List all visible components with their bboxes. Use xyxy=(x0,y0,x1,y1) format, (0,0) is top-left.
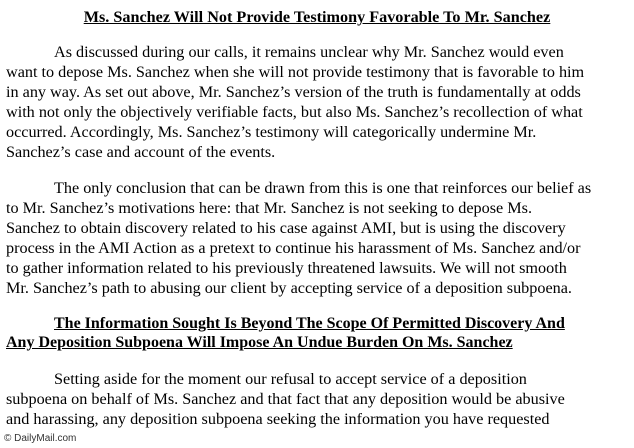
paragraph-line: with not only the objectively verifiable facts, but also Ms. Sanchez’s recollection of what xyxy=(6,103,583,121)
paragraph-line: As discussed during our calls, it remains unclear why Mr. Sanchez would even xyxy=(54,43,564,61)
paragraph-line: to gather information related to his previously threatened lawsuits. We will not smooth xyxy=(6,259,567,277)
paragraph-line: want to depose Ms. Sanchez when she will not provide testimony that is favorable to him xyxy=(6,63,585,81)
section-heading-testimony: Ms. Sanchez Will Not Provide Testimony Favorable To Mr. Sanchez xyxy=(83,8,551,26)
dailymail-watermark: © DailyMail.com xyxy=(4,433,77,444)
paragraph-line: subpoena on behalf of Ms. Sanchez and that fact that any deposition would be abusive xyxy=(6,390,565,408)
paragraph-line: Sanchez to obtain discovery related to his case against AMI, but is using the discovery xyxy=(6,219,566,237)
paragraph-line: process in the AMI Action as a pretext to continue his harassment of Ms. Sanchez and/or xyxy=(6,239,581,257)
paragraph-line: occurred. Accordingly, Ms. Sanchez’s testimony will categorically undermine Mr. xyxy=(6,123,537,141)
paragraph-line: and harassing, any deposition subpoena seeking the information you have requested xyxy=(6,410,550,428)
paragraph-line: in any way. As set out above, Mr. Sanchez’s version of the truth is fundamentally at odds xyxy=(6,83,581,101)
paragraph-line: to Mr. Sanchez’s motivations here: that Mr. Sanchez is not seeking to depose Ms. xyxy=(6,199,533,217)
paragraph-line: The only conclusion that can be drawn from this is one that reinforces our belief as xyxy=(54,179,592,197)
section-heading-scope-line1: The Information Sought Is Beyond The Scope Of Permitted Discovery And xyxy=(54,315,565,332)
paragraph-line: Mr. Sanchez’s path to abusing our client by accepting service of a deposition subpoena. xyxy=(6,279,572,297)
paragraph-line: Sanchez’s case and account of the events. xyxy=(6,143,276,161)
paragraph-line: Setting aside for the moment our refusal to accept service of a deposition xyxy=(54,370,527,388)
section-heading-scope-line2: Any Deposition Subpoena Will Impose An Undue Burden On Ms. Sanchez xyxy=(6,334,513,351)
